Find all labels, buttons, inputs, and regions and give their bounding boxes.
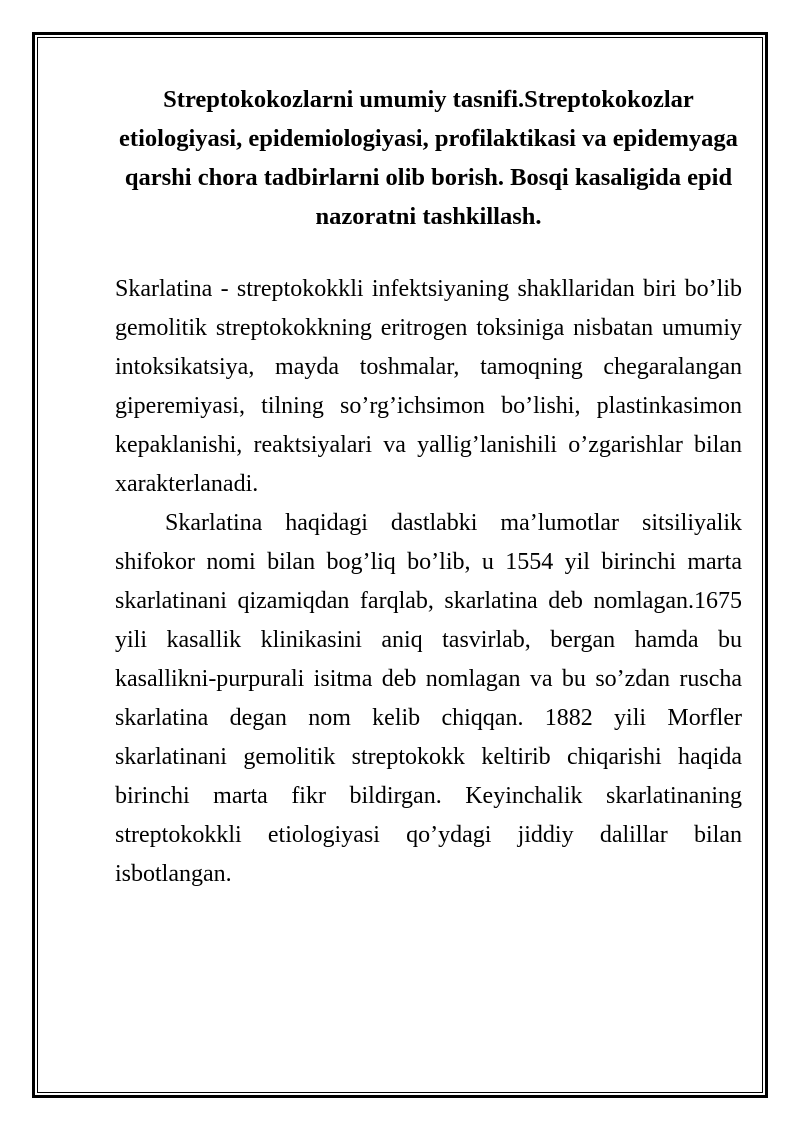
- paragraph-definition: Skarlatina - streptokokkli infektsiyaning shakllaridan biri bo’lib gemolitik streptokokkning eritrogen toksiniga nisbatan umumiy intoksikatsiya, mayda toshmalar, tamoqning chegaralangan giperemiyasi, tilning so’rg’ichsimon bo’lishi, plastinkasimon kepaklanishi, reaktsiyalari va yallig’lanishili o’zgarishlar bilan xarakterlanadi.: [115, 276, 742, 497]
- document-body: [115, 80, 742, 894]
- document-title: Streptokokozlarni umumiy tasnifi.Streptokokozlar etiologiyasi, epidemiologiyasi, profilaktikasi va epidemyaga qarshi chora tadbirlarni olib borish. Bosqi kasaligida epid nazoratni tashkillash.: [119, 86, 738, 230]
- paragraph-history: Skarlatina haqidagi dastlabki ma’lumotlar sitsiliyalik shifokor nomi bilan bog’liq bo’lib, u 1554 yil birinchi marta skarlatinani qizamiqdan farqlab, skarlatina deb nomlagan.1675 yili kasallik klinikasini aniq tasvirlab, bergan hamda bu kasallikni-purpurali isitma deb nomlagan va bu so’zdan ruscha skarlatina degan nom kelib chiqqan. 1882 yili Morfler skarlatinani gemolitik streptokokk keltirib chiqarishi haqida birinchi marta fikr bildirgan. Keyinchalik skarlatinaning streptokokkli etiologiyasi qo’ydagi jiddiy dalillar bilan isbotlangan.: [115, 510, 742, 887]
